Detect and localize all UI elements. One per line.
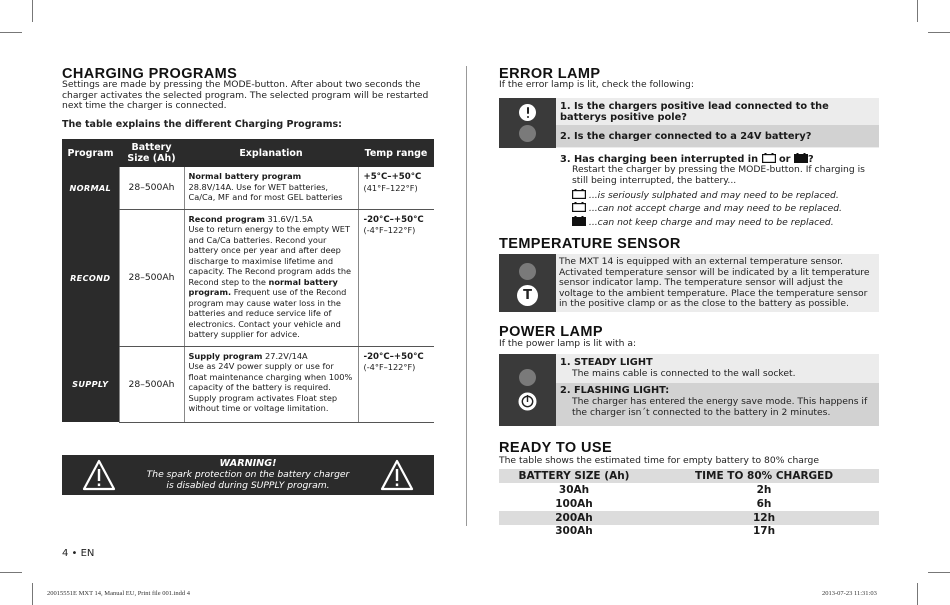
ready-to-use-title: READY TO USE — [499, 440, 613, 456]
crop-mark — [32, 0, 33, 22]
item-number: 3. — [560, 154, 571, 165]
ready-row — [499, 525, 879, 538]
ready-size: 100Ah — [555, 498, 593, 510]
charging-programs-intro: Settings are made by pressing the MODE-button. After about two seconds the charger activates the selected program. The selected program will be restarted next time the charger is connected. — [62, 79, 429, 112]
print-file-slug: 20015551E MXT 14, Manual EU, Print file 001.indd 4 — [47, 590, 191, 597]
error-sub-1: ...is seriously sulphated and may need to be replaced. — [572, 189, 839, 202]
battery-size: 28–500Ah — [119, 167, 184, 209]
explanation-text: Use to return energy to the empty WET and Ca/Ca batteries. Recond your battery once per year and after deep discharge to maximise lifetime and capacity. The Recond program adds the Recond step to the — [188, 224, 352, 287]
charging-programs-title: CHARGING PROGRAMS — [62, 66, 238, 82]
power-item-2-text: The charger has entered the energy save mode. This happens if the charger isn´t connected to the battery in 2 minutes. — [572, 396, 868, 418]
temp-range — [358, 346, 434, 422]
ready-time: 6h — [756, 498, 772, 510]
center-divider — [466, 66, 467, 526]
error-lamp-indicator — [499, 98, 556, 148]
power-lamp-indicator — [499, 354, 556, 426]
error-lamp-title: ERROR LAMP — [499, 66, 601, 82]
header-program: Program — [62, 139, 119, 167]
print-date-slug: 2013-07-23 11:31:03 — [822, 590, 877, 597]
explanation-text: 28.8V/14A. Use for WET batteries, Ca/Ca, MF and for most GEL batteries — [188, 181, 343, 202]
header-explanation: Explanation — [184, 139, 358, 167]
table-row-normal — [62, 167, 434, 209]
power-icon — [517, 391, 538, 412]
explanation — [184, 346, 358, 422]
ready-row — [499, 498, 879, 511]
crop-mark — [0, 572, 22, 573]
temp-celsius: -20°C–+50°C — [363, 351, 424, 362]
explanation — [184, 209, 358, 346]
crop-mark — [0, 32, 22, 33]
ready-time: 17h — [752, 525, 776, 537]
indicator-lamp-off — [519, 263, 536, 280]
temp-celsius: -20°C–+50°C — [363, 214, 424, 225]
error-sub-2: ...can not accept charge and may need to be replaced. — [572, 202, 842, 215]
crop-mark — [917, 0, 918, 22]
explanation-title: Recond program — [188, 213, 265, 224]
crop-mark — [928, 32, 950, 33]
table-header-row — [62, 139, 434, 167]
ready-row — [499, 484, 879, 497]
power-item-1-title: 1. STEADY LIGHT — [560, 357, 653, 368]
crop-mark — [917, 583, 918, 605]
item-text: Is the charger connected to a 24V battery? — [573, 131, 812, 142]
table-caption: The table explains the different Charging Programs: — [62, 119, 342, 130]
charging-programs-table — [62, 139, 434, 423]
item-number: 2. — [560, 131, 571, 142]
warning-line-1: The spark protection on the battery charger — [146, 468, 350, 480]
temp-fahrenheit: (-4°F–122°F) — [363, 362, 416, 372]
temp-celsius: +5°C–+50°C — [363, 172, 422, 182]
temp-fahrenheit: (-4°F–122°F) — [363, 225, 416, 235]
header-temp-range: Temp range — [358, 139, 434, 167]
table-row-recond — [62, 209, 434, 346]
or-text: or — [778, 154, 791, 165]
explanation-spec: 31.6V/1.5A — [267, 213, 313, 224]
temperature-lamp-indicator — [499, 254, 556, 312]
error-item-3-title: 3. Has charging been interrupted in or ? — [560, 154, 814, 165]
temp-range — [358, 209, 434, 346]
error-lamp-intro: If the error lamp is lit, check the following: — [499, 79, 694, 90]
power-item-1-text: The mains cable is connected to the wall socket. — [572, 368, 796, 379]
explanation — [184, 167, 358, 209]
ready-header-row — [499, 470, 879, 483]
warning-triangle-icon — [380, 459, 414, 491]
error-item-1 — [560, 101, 875, 123]
explanation-text-2: Frequent use of the Recond program may cause water loss in the batteries and reduce service life of electronics. Contact your vehicle and battery supplier for advice. — [188, 287, 347, 339]
exclamation-icon — [519, 104, 536, 121]
item-text: Is the chargers positive lead connected to the batterys positive pole? — [560, 101, 829, 123]
error-sub-3: ...can not keep charge and may need to be replaced. — [572, 216, 834, 229]
header-battery-size: Battery Size (Ah) — [119, 139, 184, 167]
power-lamp-title: POWER LAMP — [499, 324, 603, 340]
battery-full-icon — [794, 153, 808, 163]
item-text: Has charging been interrupted in — [573, 154, 759, 165]
temperature-sensor-text: The MXT 14 is equipped with an external temperature sensor. Activated temperature sensor will be indicated by a lit temperature sensor indicator lamp. The temperature sensor will adjust the voltage to the ambient temperature. Place the temperature sensor in the positive clamp or as the close to the battery as possible. — [559, 256, 870, 310]
ready-row — [499, 512, 879, 525]
ready-size: 200Ah — [555, 512, 593, 524]
warning-line-2: is disabled during SUPPLY program. — [166, 479, 330, 491]
battery-empty-icon — [762, 153, 776, 163]
indicator-lamp-off — [519, 369, 536, 386]
ready-time: 2h — [756, 484, 772, 496]
crop-mark — [32, 583, 33, 605]
temp-fahrenheit: (41°F–122°F) — [363, 182, 418, 193]
program-name: RECOND — [62, 209, 119, 346]
page-number: 4 • EN — [62, 548, 95, 559]
header-battery-size: BATTERY SIZE (Ah) — [518, 470, 630, 482]
battery-empty-icon — [572, 202, 586, 212]
error-item-2 — [560, 131, 811, 142]
indicator-lamp-off — [519, 125, 536, 142]
ready-time: 12h — [752, 512, 776, 524]
header-time: TIME TO 80% CHARGED — [694, 470, 834, 482]
temperature-sensor-title: TEMPERATURE SENSOR — [499, 236, 681, 252]
thermometer-icon: T — [517, 285, 538, 306]
explanation-spec: 27.2V/14A — [265, 350, 308, 361]
explanation-title: Supply program — [188, 350, 263, 361]
warning-text — [122, 459, 374, 491]
battery-size: 28–500Ah — [119, 346, 184, 422]
table-row-supply — [62, 346, 434, 422]
explanation-title: Normal battery program — [188, 171, 302, 181]
battery-empty-icon — [572, 189, 586, 199]
warning-box — [62, 455, 434, 495]
explanation-text: Use as 24V power supply or use for float maintenance charging when 100% capacity of the battery is required. Supply program activates Float step without time or voltage limitation. — [188, 361, 353, 413]
warning-triangle-icon — [82, 459, 116, 491]
crop-mark — [928, 572, 950, 573]
program-name: NORMAL — [62, 167, 119, 209]
explanation-bold: normal battery program. — [188, 276, 338, 297]
power-item-2-title: 2. FLASHING LIGHT: — [560, 385, 670, 396]
warning-title: WARNING! — [219, 458, 277, 469]
battery-full-icon — [572, 216, 586, 226]
program-name: SUPPLY — [62, 346, 119, 422]
item-number: 1. — [560, 101, 571, 112]
ready-size: 30Ah — [558, 484, 590, 496]
power-lamp-intro: If the power lamp is lit with a: — [499, 338, 637, 349]
temp-range — [358, 167, 434, 209]
error-item-3-text: Restart the charger by pressing the MODE-button. If charging is still being interrupted, the battery... — [572, 164, 865, 186]
ready-size: 300Ah — [555, 525, 593, 537]
ready-to-use-intro: The table shows the estimated time for empty battery to 80% charge — [499, 455, 819, 466]
battery-size: 28–500Ah — [119, 209, 184, 346]
